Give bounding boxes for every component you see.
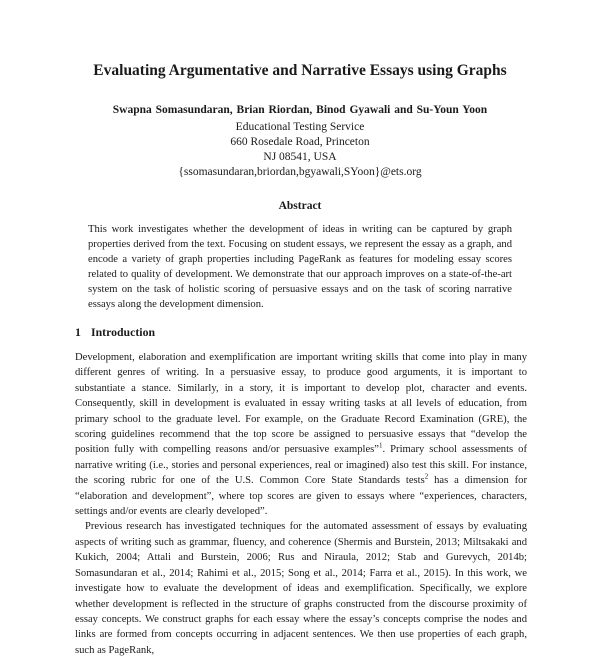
- paper-title: Evaluating Argumentative and Narrative Essays using Graphs: [93, 62, 507, 79]
- paragraph-1-part-b: . Primary school assessments of narrative writing (i.e., stories and personal experiences, real or imagined) also test this skill. For instance, the scoring rubric for one of the U.S. Common Core State Standards tests: [75, 444, 527, 487]
- author-list: Swapna Somasundaran, Brian Riordan, Binod Gyawali and Su-Youn Yoon: [112, 104, 488, 116]
- paragraph-1-part-c: has a dimension for “elaboration and development”, where top scores are given to essays where “experiences, characters, settings and/or events are clearly developed”.: [75, 475, 527, 518]
- section-number: 1: [75, 325, 81, 339]
- affiliation-email: {ssomasundaran,briordan,bgyawali,SYoon}@ets.org: [178, 166, 422, 178]
- section-title: Introduction: [91, 325, 156, 339]
- body-text: [75, 350, 527, 658]
- footnote-marker-2[interactable]: 2: [424, 472, 429, 481]
- affiliation-city: NJ 08541, USA: [263, 151, 337, 163]
- affiliation-org: Educational Testing Service: [235, 121, 365, 133]
- abstract-text: This work investigates whether the development of ideas in writing can be captured by graph properties derived from the text. Focusing on student essays, we represent the essay as a graph, and encode a variety of graph properties including PageRank as features for modeling essay scores related to quality of development. We demonstrate that our approach improves on a state-of-the-art system on the task of holistic scoring of persuasive essays and on the task of scoring narrative essays along the development dimension.: [88, 224, 512, 310]
- paragraph-2: Previous research has investigated techniques for the automated assessment of essays by evaluating aspects of writing such as grammar, fluency, and coherence (Shermis and Burstein, 2013; Miltsakaki and Kukich, 2004; Attali and Burstein, 2006; Rus and Niraula, 2012; Stab and Gurevych, 2014b; Somasundaran et al., 2014; Rahimi et al., 2015; Song et al., 2014; Farra et al., 2015). In this work, we investigate how to evaluate the development of ideas and exemplification. Specifically, we explore whether development is reflected in the structure of graphs constructed from the discourse proximity of essay concepts. We construct graphs for each essay where the essay’s concepts comprise the nodes and links are formed from concepts occurring in adjacent sentences. We then use properties of each graph, such as PageRank,: [75, 521, 527, 656]
- footnote-marker-1[interactable]: 1: [378, 441, 383, 450]
- section-heading: [75, 325, 155, 340]
- abstract-heading: Abstract: [278, 200, 322, 212]
- paragraph-1-part-a: Development, elaboration and exemplification are important writing skills that come into play in many different genres of writing. In a persuasive essay, to produce good arguments, it is important to substantiate a stance. Similarly, in a story, it is important to develop plot, character and events. Consequently, skill in development is evaluated in essay writing tasks at all levels of education, from primary school to the graduate level. For example, on the Graduate Record Examination (GRE), the scoring guidelines recommend that the top score be assigned to persuasive essays that “develop the position fully with compelling reasons and/or persuasive examples”: [75, 352, 527, 456]
- paragraph-1: [75, 350, 527, 519]
- affiliation-block: [0, 120, 600, 180]
- affiliation-address: 660 Rosedale Road, Princeton: [230, 136, 370, 148]
